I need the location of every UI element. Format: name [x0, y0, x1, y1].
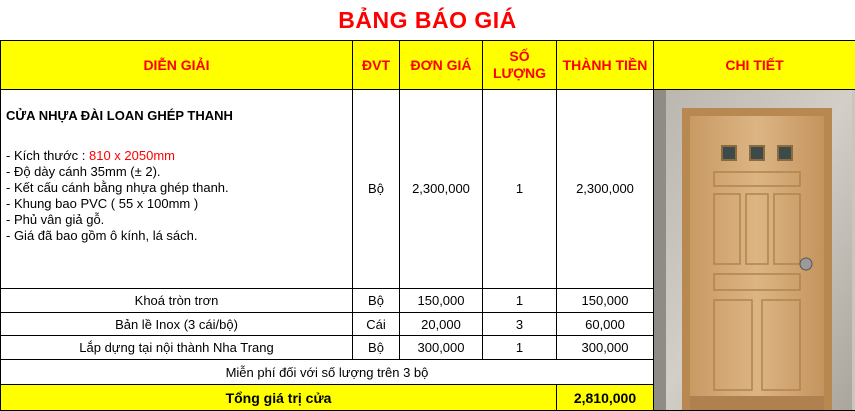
row-unit: Bộ [353, 336, 400, 360]
header-don-gia: ĐƠN GIÁ [400, 41, 483, 90]
spec-line: - Kết cấu cánh bằng nhựa ghép thanh. [6, 180, 348, 196]
row-desc: Bản lề Inox (3 cái/bộ) [1, 312, 353, 336]
row-price: 300,000 [400, 336, 483, 360]
row-price: 150,000 [400, 288, 483, 312]
spec-size [6, 148, 348, 164]
main-item-description [1, 90, 353, 289]
row-amount: 150,000 [557, 288, 654, 312]
row-price: 20,000 [400, 312, 483, 336]
main-item-unit: Bộ [353, 90, 400, 289]
row-qty: 1 [483, 288, 557, 312]
row-amount: 300,000 [557, 336, 654, 360]
spec-line: - Độ dày cánh 35mm (± 2). [6, 164, 348, 180]
header-dvt: ĐVT [353, 41, 400, 90]
row-desc: Lắp dựng tại nội thành Nha Trang [1, 336, 353, 360]
total-label: Tổng giá trị cửa [1, 385, 557, 411]
row-qty: 3 [483, 312, 557, 336]
main-item-price: 2,300,000 [400, 90, 483, 289]
main-item-qty: 1 [483, 90, 557, 289]
row-qty: 1 [483, 336, 557, 360]
header-thanh-tien: THÀNH TIỀN [557, 41, 654, 90]
header-so-luong-line2: LƯỢNG [493, 65, 546, 81]
free-note: Miễn phí đối với số lượng trên 3 bộ [1, 360, 654, 385]
main-item-amount: 2,300,000 [557, 90, 654, 289]
header-so-luong [483, 41, 557, 90]
spec-line: - Khung bao PVC ( 55 x 100mm ) [6, 196, 348, 212]
total-amount: 2,810,000 [557, 385, 654, 411]
door-photo [654, 90, 852, 410]
spec-size-label: - Kích thước : [6, 148, 89, 163]
spec-size-value: 810 x 2050mm [89, 148, 175, 163]
header-so-luong-line1: SỐ [509, 48, 529, 64]
header-row [1, 41, 855, 90]
spec-line: - Phủ vân giả gỗ. [6, 212, 348, 228]
door-photo-cell [654, 90, 855, 411]
table-row [1, 90, 855, 289]
row-unit: Bộ [353, 288, 400, 312]
product-name: CỬA NHỰA ĐÀI LOAN GHÉP THANH [6, 108, 348, 124]
row-amount: 60,000 [557, 312, 654, 336]
header-chi-tiet: CHI TIẾT [654, 41, 855, 90]
door-image [654, 90, 852, 410]
spec-line: - Giá đã bao gồm ô kính, lá sách. [6, 228, 348, 244]
row-unit: Cái [353, 312, 400, 336]
header-dien-giai: DIỄN GIẢI [1, 41, 353, 90]
price-table [0, 40, 855, 411]
page-title: BẢNG BÁO GIÁ [0, 0, 855, 40]
row-desc: Khoá tròn trơn [1, 288, 353, 312]
